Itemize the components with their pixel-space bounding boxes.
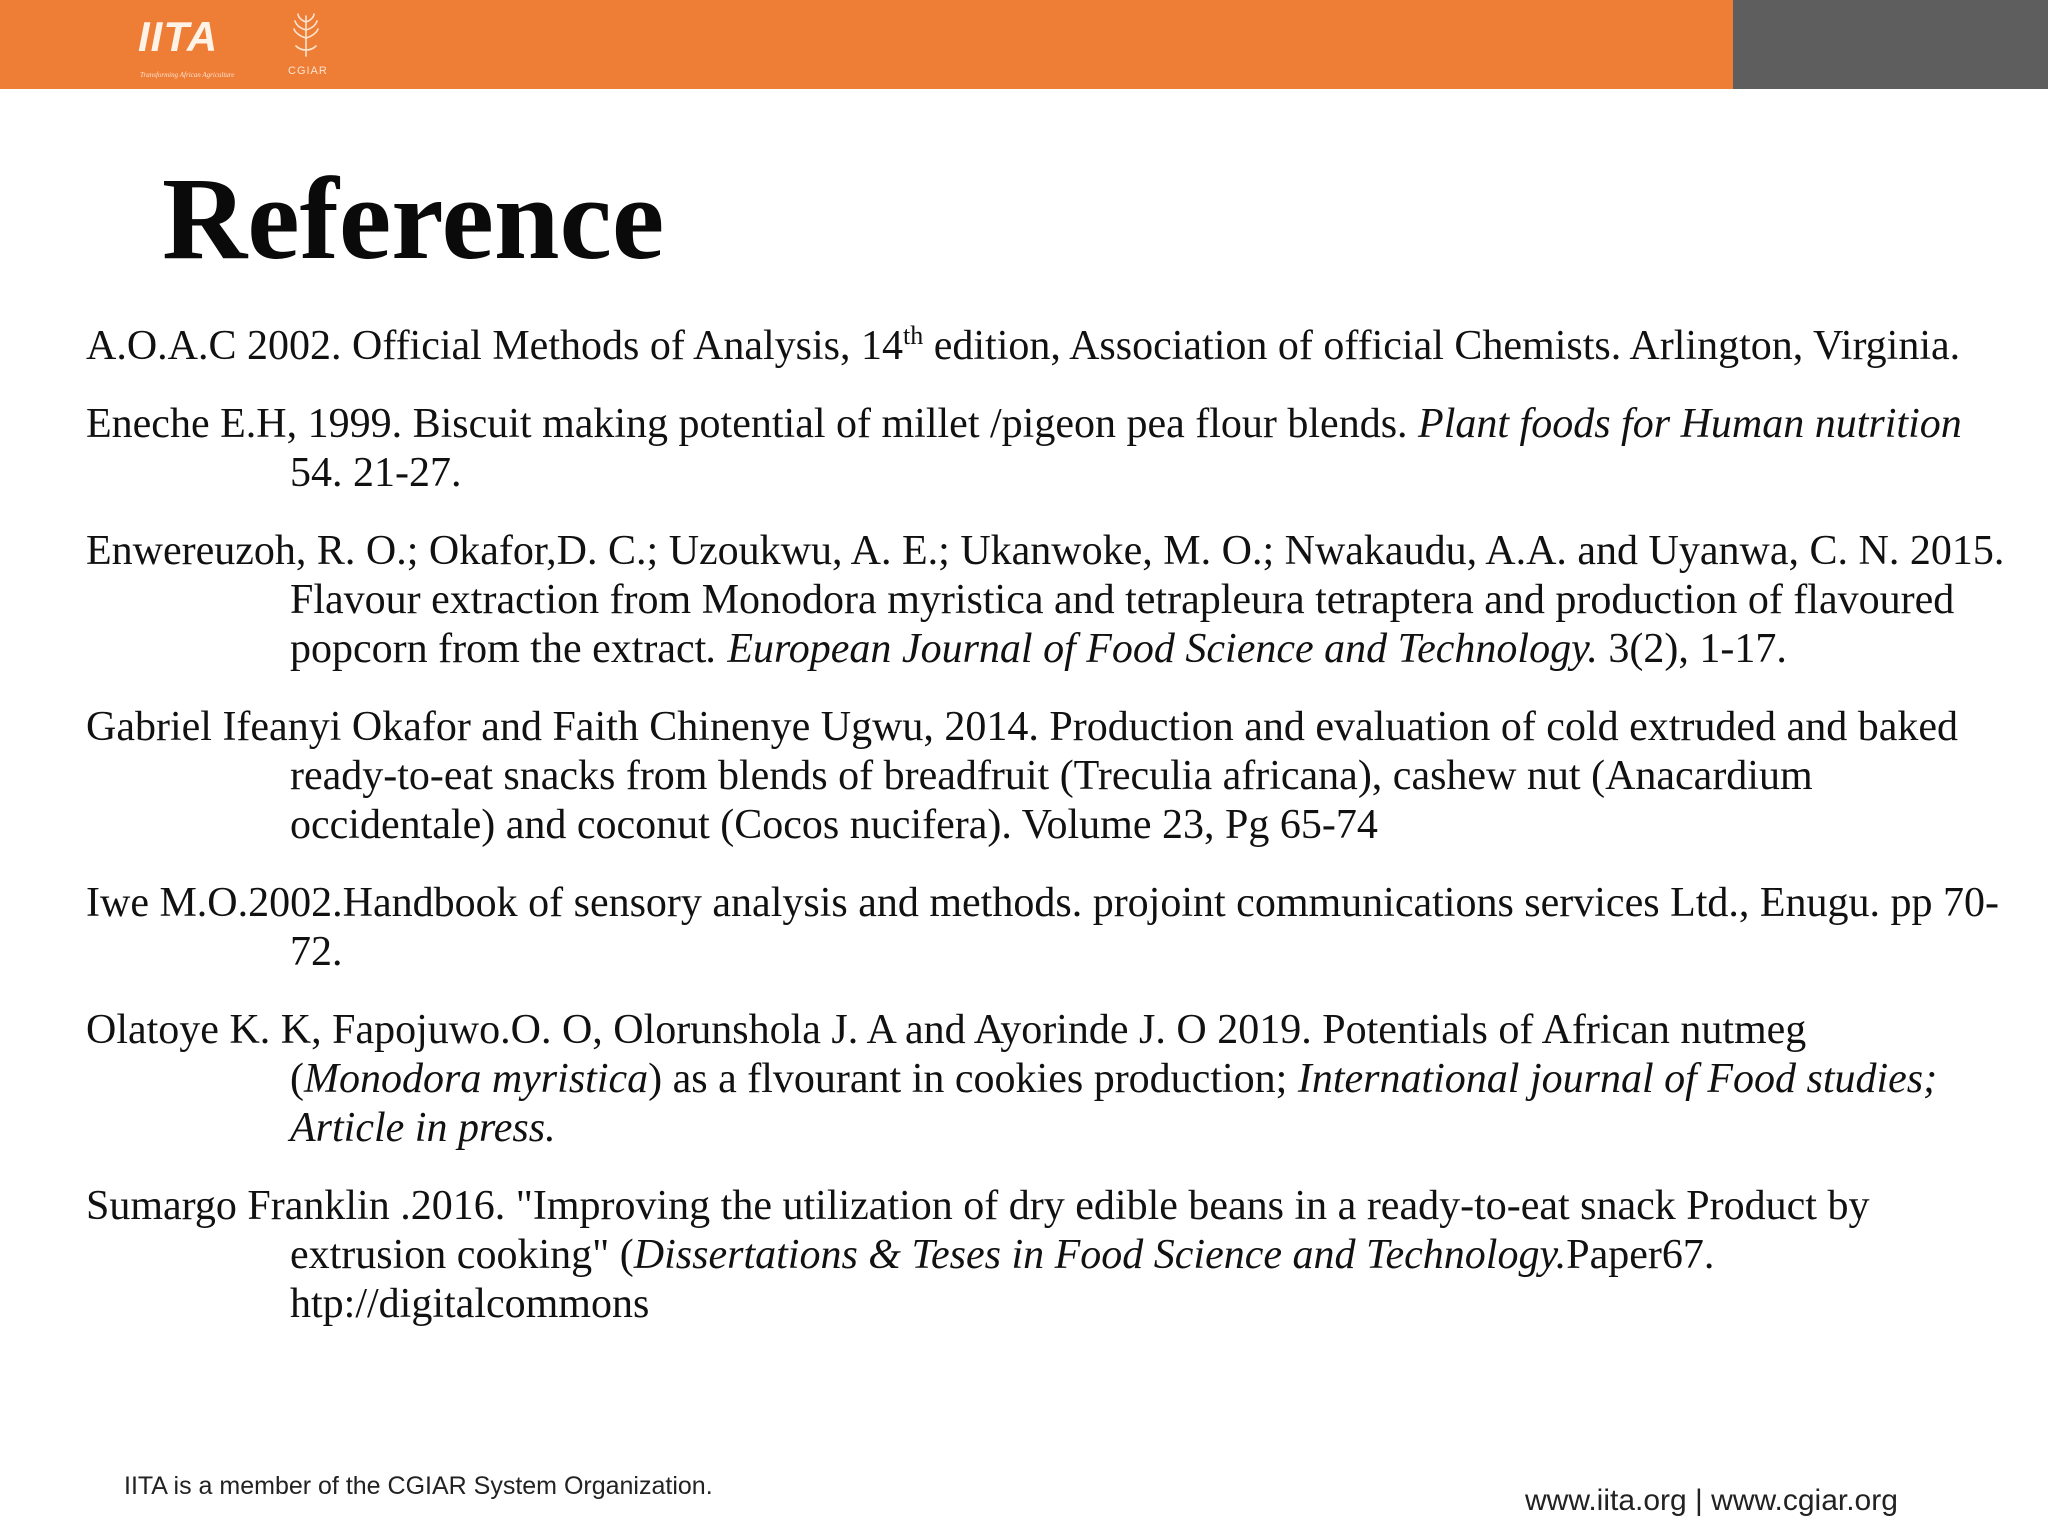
reference-text: 54. 21-27.	[290, 450, 462, 496]
reference-item	[86, 1182, 2006, 1329]
iita-logo-tagline: Transforming African Agriculture	[140, 71, 235, 79]
iita-logo-text: IITA	[138, 13, 219, 60]
reference-text: Paper67. htp://digitalcommons	[290, 1232, 1715, 1327]
reference-text: Enwereuzoh, R. O.; Okafor,D. C.; Uzoukwu, A. E.; Ukanwoke, M. O.; Nwakaudu, A.A. and Uyanwa, C. N. 2015. Flavour extraction from Monodora myristica and tetrapleura tetraptera and production of flavoured popcorn from the extract	[86, 528, 2005, 672]
reference-list	[86, 322, 2006, 1358]
reference-item	[86, 1006, 2006, 1153]
reference-text: Eneche E.H, 1999. Biscuit making potential of millet /pigeon pea flour blends.	[86, 401, 1419, 447]
reference-text: ) as a flvourant in cookies production;	[648, 1056, 1298, 1102]
reference-text: edition, Association of official Chemists. Arlington, Virginia.	[923, 323, 1961, 369]
reference-superscript: th	[903, 321, 924, 350]
reference-text: 3(2), 1-17.	[1597, 626, 1787, 672]
reference-text: Gabriel Ifeanyi Okafor and Faith Chinenye Ugwu, 2014. Production and evaluation of cold extruded and baked ready-to-eat snacks from blends of breadfruit (Treculia africana), cashew nut (Anacardium occidentale) and coconut (Cocos nucifera). Volume 23, Pg 65-74	[86, 704, 1958, 848]
reference-item	[86, 879, 2006, 977]
page-title: Reference	[162, 153, 665, 284]
reference-item	[86, 400, 2006, 498]
reference-journal: Plant foods for Human nutrition	[1418, 401, 1962, 447]
reference-text: A.O.A.C 2002. Official Methods of Analysis, 14	[86, 323, 904, 369]
reference-item	[86, 527, 2006, 674]
reference-text: Iwe M.O.2002.Handbook of sensory analysis and methods. projoint communications services Ltd., Enugu. pp 70-72.	[86, 880, 2000, 975]
header-accent-block	[1733, 0, 2048, 89]
reference-journal: Dissertations & Teses in Food Science and Technology.	[633, 1232, 1567, 1278]
cgiar-wheat-icon	[290, 12, 322, 58]
reference-item	[86, 703, 2006, 850]
reference-text: Olatoye K. K, Fapojuwo.O. O, Olorunshola J. A and Ayorinde J. O 2019. Potentials of African nutmeg (	[86, 1007, 1807, 1102]
footer-membership-note: IITA is a member of the CGIAR System Organization.	[124, 1472, 713, 1500]
iita-cgiar-logo	[138, 10, 358, 82]
cgiar-logo-text: CGIAR	[288, 65, 328, 77]
reference-item	[86, 322, 2006, 371]
reference-journal: International journal of Food studies; Article in press.	[290, 1056, 1938, 1151]
reference-journal: . European Journal of Food Science and Technology.	[706, 626, 1598, 672]
reference-text: Sumargo Franklin .2016. "Improving the utilization of dry edible beans in a ready-to-eat snack Product by extrusion cooking" (	[86, 1183, 1870, 1278]
footer-website-links: www.iita.org | www.cgiar.org	[1525, 1484, 1898, 1517]
reference-species: Monodora myristica	[304, 1056, 649, 1102]
